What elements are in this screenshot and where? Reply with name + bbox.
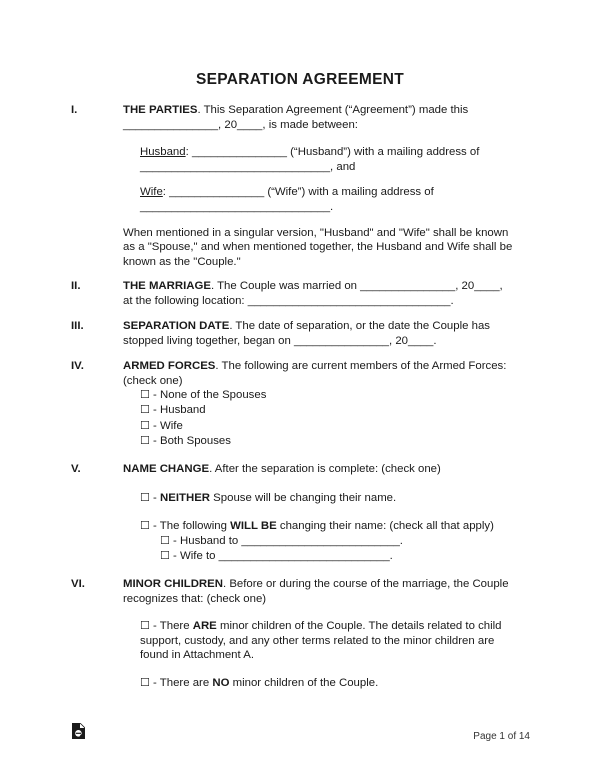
name-change-suboption[interactable]: ☐ - Husband to _________________________. [160,533,403,547]
checkbox-icon[interactable]: ☐ [140,490,150,504]
eforms-logo-icon [71,723,85,739]
section-number: II. [71,280,81,292]
checkbox-icon[interactable]: ☐ [140,675,150,689]
children-option[interactable]: ☐ - There are NO minor children of the Couple. [140,675,379,689]
checkbox-icon[interactable]: ☐ [140,418,150,432]
armed-option[interactable]: ☐ - Wife [140,418,183,432]
checkbox-icon[interactable]: ☐ [140,434,150,448]
document-page: SEPARATION AGREEMENT I. THE PARTIES. This Separation Agreement (“Agreement”) made this _______________, 20____, is made between: Husband: _______________ (“Husband”) with a mailing address of ______________________________, and Wife: _______________ (“Wife”) with a mailing address of ______________________________. When mentioned in a singular version, "Husband" and "Wife" shall be known as a "Spouse," and when mentioned together, the Husband and Wife shall be known as the "Couple." II. THE MARRIAGE. The Couple was married on _______________, 20____, at the following location: ________________________________. III. SEPARATION DATE. The date of separation, or the date the Couple has stopped living together, began on _______________, 20____. IV. ARMED FORCES. The following are current members of the Armed Forces: (check one) ☐ - None of the Spouses ☐ - Husband ☐ - Wife ☐ - Both Spouses V. NAME CHANGE. After the separation is complete: (check one) ☐ - NEITHER Spouse will be changing their name. ☐ - The following WILL BE changing their name: (check all that apply) ☐ - Husband to _________________________. ☐ - Wife to ___________________________. VI. MINOR CHILDREN. Before or during the course of the marriage, the Couple recognizes that: (check one) ☐ - There ARE minor children of the Couple. The details related to child support, custody, and any other terms related to the minor children are found in Attachment A. ☐ - There are NO minor children of the Couple. Page 1 of 14 [0,0,600,775]
section-number: I. [71,104,78,116]
armed-option[interactable]: ☐ - Husband [140,403,206,417]
section-number: IV. [71,360,84,372]
name-change-suboption[interactable]: ☐ - Wife to ___________________________. [160,549,393,563]
checkbox-icon[interactable]: ☐ [140,519,150,533]
section-heading: ARMED FORCES [123,360,216,372]
husband-label: Husband [140,146,186,159]
section-number: VI. [71,578,85,590]
page-number: Page 1 of 14 [473,731,530,742]
checkbox-icon[interactable]: ☐ [140,403,150,417]
section-heading: SEPARATION DATE [123,320,230,332]
armed-option[interactable]: ☐ - Both Spouses [140,434,231,448]
section-heading: THE PARTIES [123,104,198,116]
children-option[interactable]: ☐ - There ARE minor children of the Couple. The details related to child [140,619,502,633]
section-heading: NAME CHANGE [123,463,210,475]
name-change-option[interactable]: ☐ - NEITHER Spouse will be changing their name. [140,490,397,504]
section-heading: THE MARRIAGE [123,280,211,292]
checkbox-icon[interactable]: ☐ [140,619,150,633]
armed-option[interactable]: ☐ - None of the Spouses [140,388,267,402]
wife-label: Wife [140,186,163,199]
document-title: SEPARATION AGREEMENT [195,71,405,88]
section-number: V. [71,463,81,475]
name-change-option[interactable]: ☐ - The following WILL BE changing their name: (check all that apply) [140,519,494,533]
checkbox-icon[interactable]: ☐ [160,533,170,547]
section-heading: MINOR CHILDREN [123,578,223,590]
checkbox-icon[interactable]: ☐ [160,549,170,563]
section-number: III. [71,320,84,332]
checkbox-icon[interactable]: ☐ [140,388,150,402]
